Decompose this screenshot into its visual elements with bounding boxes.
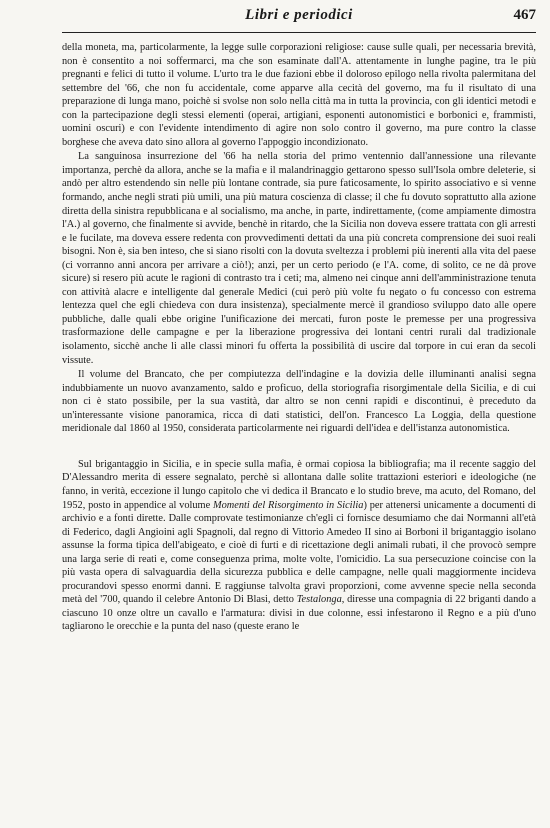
paragraph-4 bbox=[62, 458, 536, 634]
book-title: Momenti del Risorgimento in Sicilia bbox=[213, 499, 364, 511]
running-title: Libri e periodici bbox=[245, 7, 353, 23]
running-header bbox=[62, 6, 536, 33]
page-number: 467 bbox=[513, 7, 536, 23]
paragraph-3: Il volume del Brancato, che per compiutezza dell'indagine e la dovizia delle illuminanti analisi segna indubbiamente un nuovo avanzamento, saldo e proficuo, della storiografia risorgimentale della Sicilia, e di cui non ci è stato possibile, per la sua vastità, dar altro se non cenni rapidi e discontinui, è preceduto da un'interessante visione panoramica, ricca di dati statistici, dell'on. Francesco La Loggia, della questione meridionale dal 1860 al 1950, considerata particolarmente nei riguardi dell'idea e dell'istanza autonomistica. bbox=[62, 369, 536, 435]
paragraph-4-text-b: ) per attenersi unicamente a documenti di archivio e a fonti dirette. Dalle comprovate testimonianze ch'egli ci fornisce desumiamo che dai Normanni all'età di Federico, dagli Angioini agli Spagnoli, dal regno di Vittorio Amedeo II sino ai Borboni il brigantaggio isolano assunse la forma tipica dell'abigeato, e cioè di furti e di ricettazione degli animali rubati, il che provocò sempre una larga serie di reati e, come conseguenza prima, molte volte, l'omicidio. La sua persecuzione coincise con la più vasta opera di salvaguardia della sicurezza pubblica e delle campagne, nelle quali maggiormente incideva procurandovi spesso enormi danni. E raggiunse talvolta gravi proporzioni, come avvenne specie nella seconda metà del '700, quando il celebre Antonio Di Blasi, detto bbox=[62, 499, 536, 606]
page-body bbox=[62, 41, 536, 634]
section-separator bbox=[62, 436, 536, 458]
paragraph-1: della moneta, ma, particolarmente, la legge sulle corporazioni religiose: cause sulle quali, per necessaria brevità, non è consentito a noi soffermarci, ma che son esaminate dall'A. attentamente in lunghe pagine, tra le più pregnanti e felici di tutto il volume. L'urto tra le due fazioni ebbe il doloroso epilogo nella rivolta palermitana del settembre del '66, che non fu accidentale, come apparve alla cecità del governo, ma fu il risultato di una preparazione di lunga mano, poichè si svolse non solo nella città ma in tutta la provincia, con gli identici metodi e con la partecipazione degli stessi elementi (operai, artigiani, esponenti autonomistici e borbonici e, frammisti, uomini oscuri) e con l'evidente intendimento di agire non solo contro il governo, ma pure contro la classe borghese che aveva dato sino allora al governo l'appoggio incondizionato. bbox=[62, 42, 536, 148]
paragraph-4-text-c: , diresse una compagnia di 22 briganti dando a ciascuno 10 onze oltre un cavallo e l'armatura: divisi in due colonne, essi infestarono il Regno e a più d'uno tagliarono le orecchie e la punta del naso (queste erano le bbox=[62, 594, 537, 633]
paragraph-2: La sanguinosa insurrezione del '66 ha nella storia del primo ventennio dall'annessione una rilevante importanza, perchè da allora, anche se la mafia e il malandrinaggio gettarono spesso sull'Isola ombre deleterie, si andò per altro estendendo sin nelle più lontane contrade, sia pure faticosamente, lo spirito associativo e si venne formando, anche negli strati più umili, una più matura coscienza di classe; il che fu dovuto soprattutto alla azione diretta della sinistra repubblicana e al socialismo, ma anche, in parte, indirettamente, (come ampiamente dimostra l'A.) al governo, che finalmente si avvide, benchè in ritardo, che la Sicilia non doveva essere trattata con gli arresti e le fucilate, ma doveva essere redenta con provvedimenti dettati da una più concreta comprensione dei suoi reali bisogni. Non è, sia ben inteso, che si siano risolti con la dovuta sveltezza i problemi più inerenti alla vita del paese (ci vorranno anni ancora per arrivare a ciò!); anzi, per un certo periodo (e l'A. come, di solito, ce ne dà prove sicure) si resero più acute le ragioni di contrasto tra i ceti; ma, almeno nei cinque anni dell'amministrazione tenuta con attività alacre e intelligente dal generale Medici (cui però più volte fu negato o fu concesso con estrema lentezza quel che egli chiedeva con dura insistenza), specialmente mercè il grandioso sviluppo dato alle opere pubbliche, dalle quali ebbe origine l'unificazione dei mercati, furon poste le premesse per una progressiva trasformazione delle campagne e per la liberazione progressiva dei lontani centri rurali dal tradizionale isolamento, sicchè anche li alle classi minori fu offerta la possibilità di uscire dal torpore in cui eran da secoli vissute. bbox=[62, 151, 536, 366]
paragraph-4-text-a: Sul brigantaggio in Sicilia, e in specie sulla mafia, è ormai copiosa la bibliografia; ma il recente saggio del D'Alessandro merita di essere segnalato, perchè si allontana dalle solite trattazioni esteriori e ideologiche (ne fanno, in verità, eccezione il lungo capitolo che vi dedica il Brancato e lo studio breve, ma acuto, del Romano, del 1952, posto in appendice al volume bbox=[62, 458, 536, 511]
brigand-nickname: Testalonga bbox=[296, 594, 342, 606]
